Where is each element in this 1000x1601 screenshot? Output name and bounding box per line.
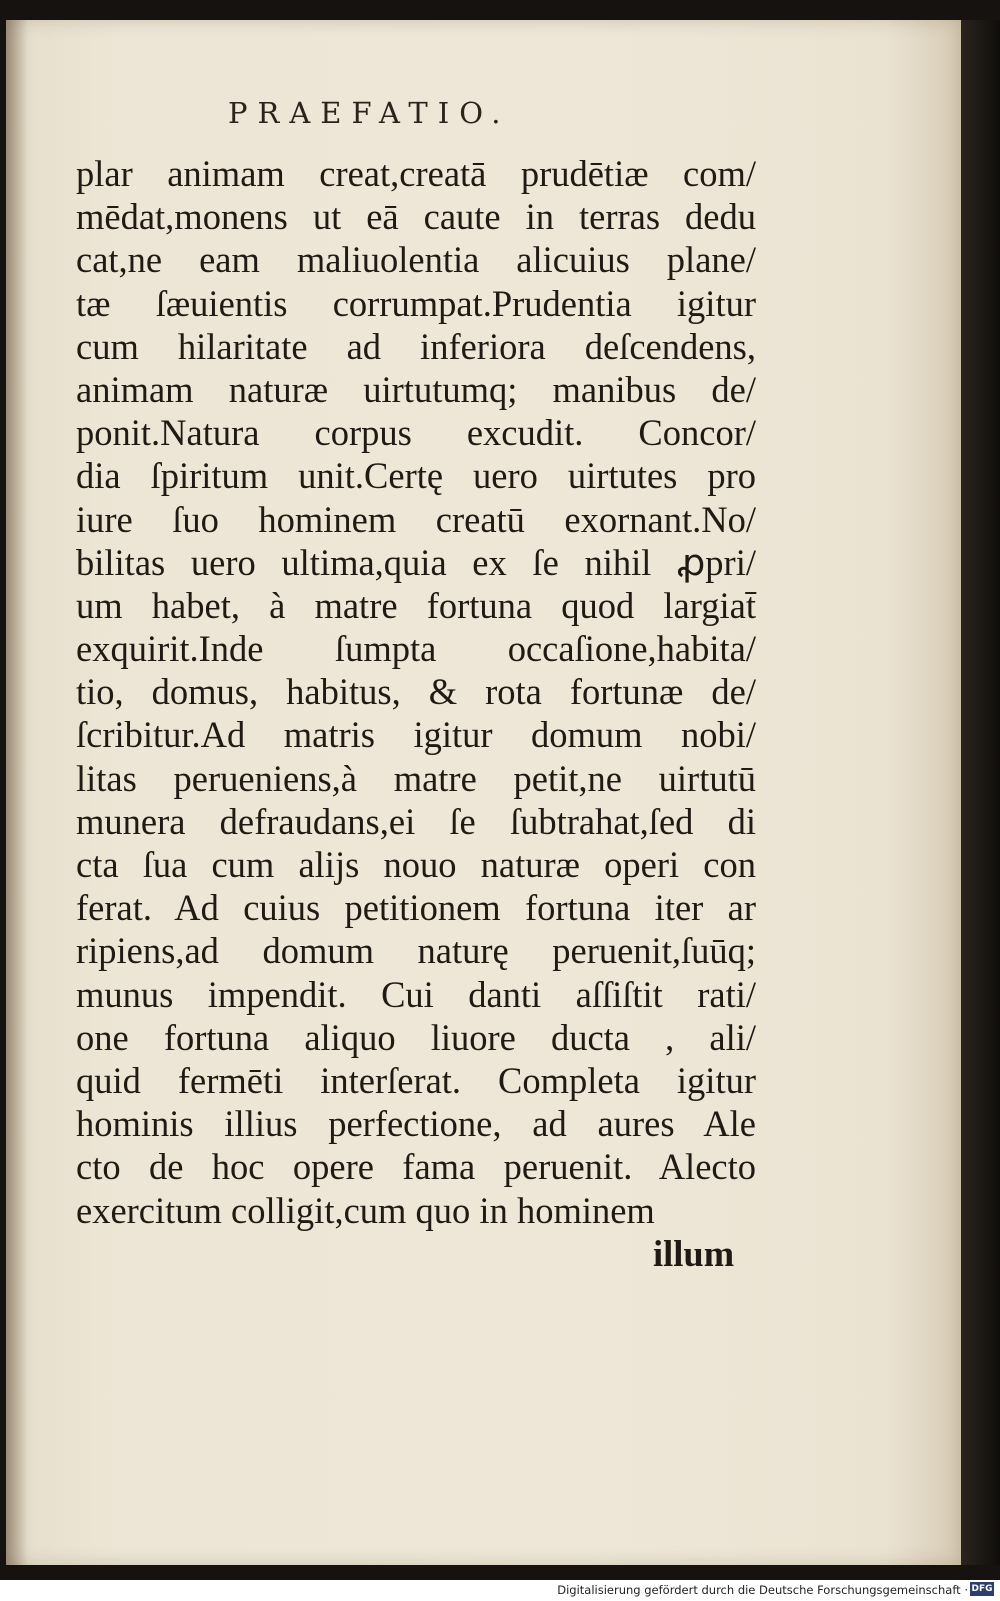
text-line: animam naturæ uirtutumq; manibus de/	[76, 368, 756, 410]
running-head: PRAEFATIO.	[228, 96, 511, 130]
dfg-logo-icon: DFG	[971, 1584, 993, 1594]
text-line: bilitas uero ultima,quia ex ſe nihil ꝓpri/	[76, 541, 756, 583]
text-line: cta ſua cum alijs nouo naturæ operi con	[76, 844, 756, 885]
body-text	[76, 152, 756, 1232]
text-line: cat,ne eam maliuolentia alicuius plane/	[76, 239, 756, 281]
text-line: ferat. Ad cuius petitionem fortuna iter ar	[76, 887, 756, 929]
text-line: litas perueniens,à matre petit,ne uirtutū	[76, 757, 756, 799]
text-line: quid fermēti interſerat. Completa igitur	[76, 1059, 756, 1101]
funding-credit: Digitalisierung gefördert durch die Deutsche Forschungsgemeinschaft ·	[557, 1583, 968, 1597]
text-line: munus impendit. Cui danti aſſiſtit rati/	[76, 973, 756, 1015]
text-line: plar animam creat,creatā prudētiæ com/	[76, 153, 756, 194]
text-line: munera defraudans,ei ſe ſubtrahat,ſed di	[76, 800, 756, 842]
text-line: tio, domus, habitus, & rota fortunæ de/	[76, 671, 756, 713]
text-line: iure ſuo hominem creatū exornant.No/	[76, 498, 756, 540]
text-line: tæ ſæuientis corrumpat.Prudentia igitur	[76, 282, 756, 324]
text-line: exercitum colligit,cum quo in hominem	[76, 1189, 655, 1231]
text-line: dia ſpiritum unit.Certę uero uirtutes pro	[76, 455, 756, 497]
text-line: um habet, à matre fortuna quod largiat̄	[76, 584, 756, 626]
text-line: ſcribitur.Ad matris igitur domum nobi/	[76, 714, 756, 756]
text-line: ripiens,ad domum naturę peruenit,ſuūq;	[76, 930, 756, 972]
text-line: cum hilaritate ad inferiora deſcendens,	[76, 325, 756, 367]
catchword: illum	[653, 1233, 735, 1274]
binding-edge	[961, 20, 1000, 1565]
text-line: one fortuna aliquo liuore ducta , ali/	[76, 1016, 756, 1058]
text-line: exquirit.Inde ſumpta occaſione,habita/	[76, 628, 756, 670]
text-line: cto de hoc opere fama peruenit. Alecto	[76, 1146, 756, 1188]
text-line: mēdat,monens ut eā caute in terras dedu	[76, 196, 756, 238]
gutter-shadow	[6, 20, 28, 1565]
text-line: hominis illius perfectione, ad aures Ale	[76, 1103, 756, 1145]
text-line: ponit.Natura corpus excudit. Concor/	[76, 412, 756, 454]
